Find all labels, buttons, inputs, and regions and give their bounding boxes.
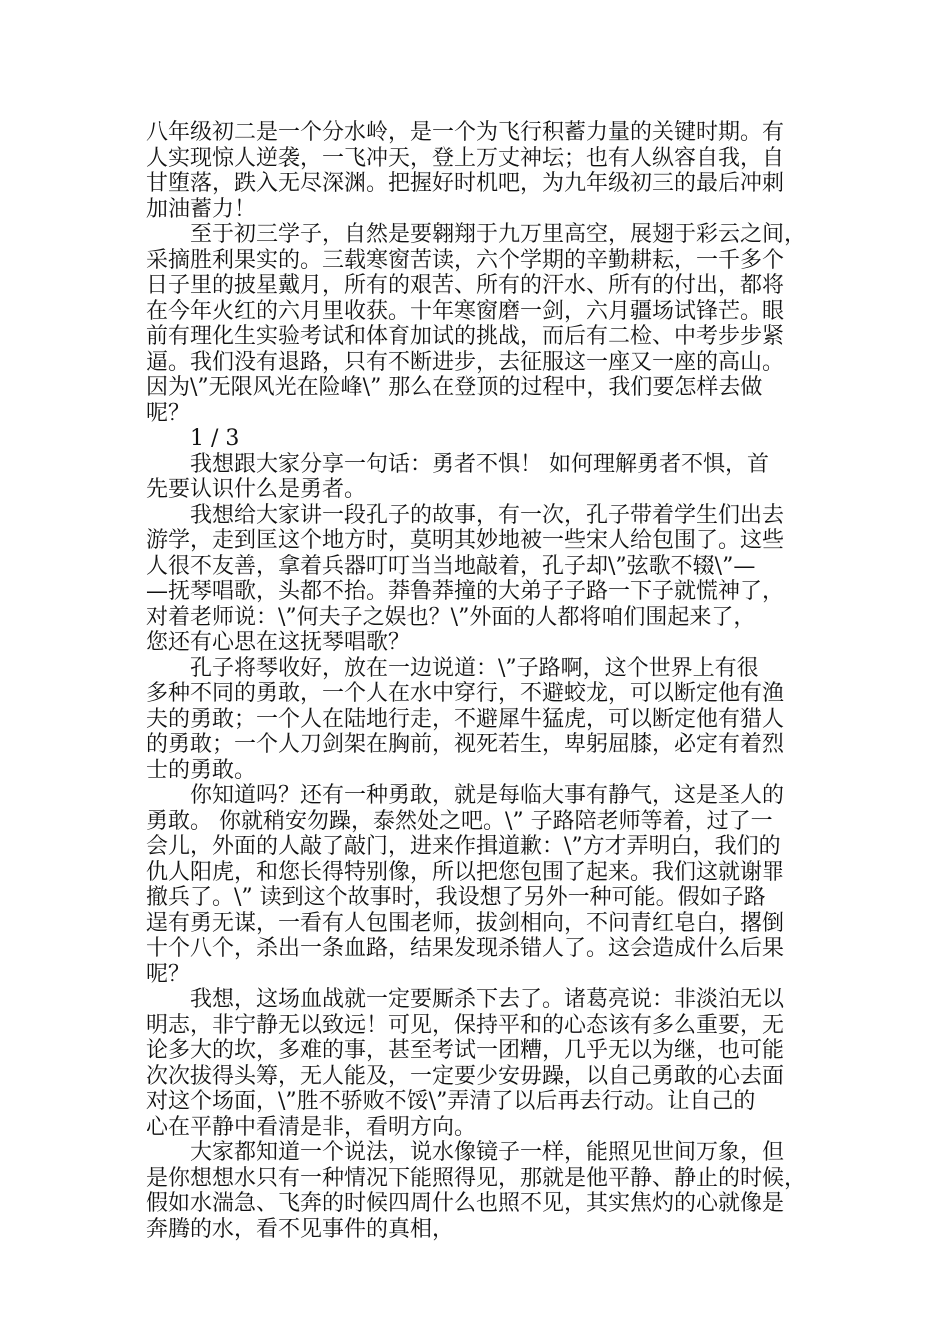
page-number: 1 / 3 [146,426,240,451]
text-line: 逼。我们没有退路，只有不断进步，去征服这一座又一座的高山。 [146,349,785,375]
text-line: 我想跟大家分享一句话：勇者不惧！ 如何理解勇者不惧，首 [146,451,769,477]
text-line: 你知道吗？还有一种勇敢，就是每临大事有静气，这是圣人的 [146,783,785,808]
document-body [146,120,830,1242]
text-line: 十个八个，杀出一条血路，结果发现杀错人了。这会造成什么后果 [146,936,785,961]
text-line: 是你想想水只有一种情况下能照得见，那就是他平静、静止的时候， [146,1165,807,1191]
text-line: —抚琴唱歌，头都不抬。莽鲁莽撞的大弟子子路一下子就慌神了， [146,579,785,604]
text-line: 日子里的披星戴月，所有的艰苦、所有的汗水、所有的付出，都将 [146,273,785,298]
text-line: 明志，非宁静无以致远！可见，保持平和的心态该有多么重要，无 [146,1012,785,1038]
text-line: 加油蓄力！ [146,196,257,222]
text-line: 仇人阳虎，和您长得特别像，所以把您包围了起来。我们这就谢罪 [146,859,785,885]
text-line: 八年级初二是一个分水岭，是一个为飞行积蓄力量的关键时期。有 [146,120,785,145]
text-line: 奔腾的水，看不见事件的真相， [146,1216,455,1242]
text-line: 因为\”无限风光在险峰\” 那么在登顶的过程中，我们要怎样去做 [146,375,763,400]
text-line: 甘堕落，跌入无尽深渊。把握好时机吧，为九年级初三的最后冲刺 [146,171,785,196]
text-line: 呢？ [146,400,191,426]
text-line: 先要认识什么是勇者。 [146,477,367,502]
text-line: 在今年火红的六月里收获。十年寒窗磨一剑，六月疆场试锋芒。眼 [146,298,785,324]
text-line: 心在平静中看清是非，看明方向。 [146,1114,477,1140]
text-line: 会儿，外面的人敲了敲门，进来作揖道歉：\”方才弄明白，我们的 [146,834,781,859]
text-line: 您还有心思在这抚琴唱歌？ [146,630,411,655]
text-line: 采摘胜利果实的。三载寒窗苦读，六个学期的辛勤耕耘，一千多个 [146,247,785,273]
text-line: 的勇敢；一个人刀剑架在胸前，视死若生，卑躬屈膝，必定有着烈 [146,732,785,757]
text-line: 对着老师说：\”何夫子之娱也？\”外面的人都将咱们围起来了， [146,604,756,630]
text-line: 对这个场面，\”胜不骄败不馁\”弄清了以后再去行动。让自己的 [146,1089,756,1114]
text-line: 人很不友善，拿着兵器叮叮当当地敲着，孔子却\”弦歌不辍\”— [146,553,756,579]
text-line: 前有理化生实验考试和体育加试的挑战，而后有二检、中考步步紧 [146,324,785,349]
text-line: 我想，这场血战就一定要厮杀下去了。诸葛亮说：非淡泊无以 [146,987,785,1012]
text-line: 论多大的坎，多难的事，甚至考试一团糟，几乎无以为继，也可能 [146,1038,785,1063]
text-line: 假如水湍急、飞奔的时候四周什么也照不见，其实焦灼的心就像是 [146,1191,785,1216]
text-line: 至于初三学子，自然是要翱翔于九万里高空，展翅于彩云之间， [146,222,807,247]
text-line: 孔子将琴收好，放在一边说道：\”子路啊，这个世界上有很 [146,655,759,681]
text-line: 大家都知道一个说法，说水像镜子一样，能照见世间万象，但 [146,1140,785,1165]
text-line: 逞有勇无谋，一看有人包围老师，拔剑相向，不问青红皂白，撂倒 [146,910,785,936]
text-line: 呢？ [146,961,191,987]
text-line: 我想给大家讲一段孔子的故事，有一次，孔子带着学生们出去 [146,502,785,528]
text-line: 多种不同的勇敢，一个人在水中穿行，不避蛟龙，可以断定他有渔 [146,681,785,706]
text-line: 撤兵了。\” 读到这个故事时，我设想了另外一种可能。假如子路 [146,885,766,910]
text-line: 夫的勇敢；一个人在陆地行走，不避犀牛猛虎，可以断定他有猎人 [146,706,785,732]
text-line: 游学，走到匡这个地方时，莫明其妙地被一些宋人给包围了。这些 [146,528,785,553]
text-line: 勇敢。 你就稍安勿躁，泰然处之吧。\” 子路陪老师等着，过了一 [146,808,773,834]
text-line: 士的勇敢。 [146,757,257,783]
text-line: 人实现惊人逆袭，一飞冲天，登上万丈神坛；也有人纵容自我，自 [146,145,785,171]
text-line: 次次拔得头筹，无人能及，一定要少安毋躁，以自己勇敢的心去面 [146,1063,785,1089]
